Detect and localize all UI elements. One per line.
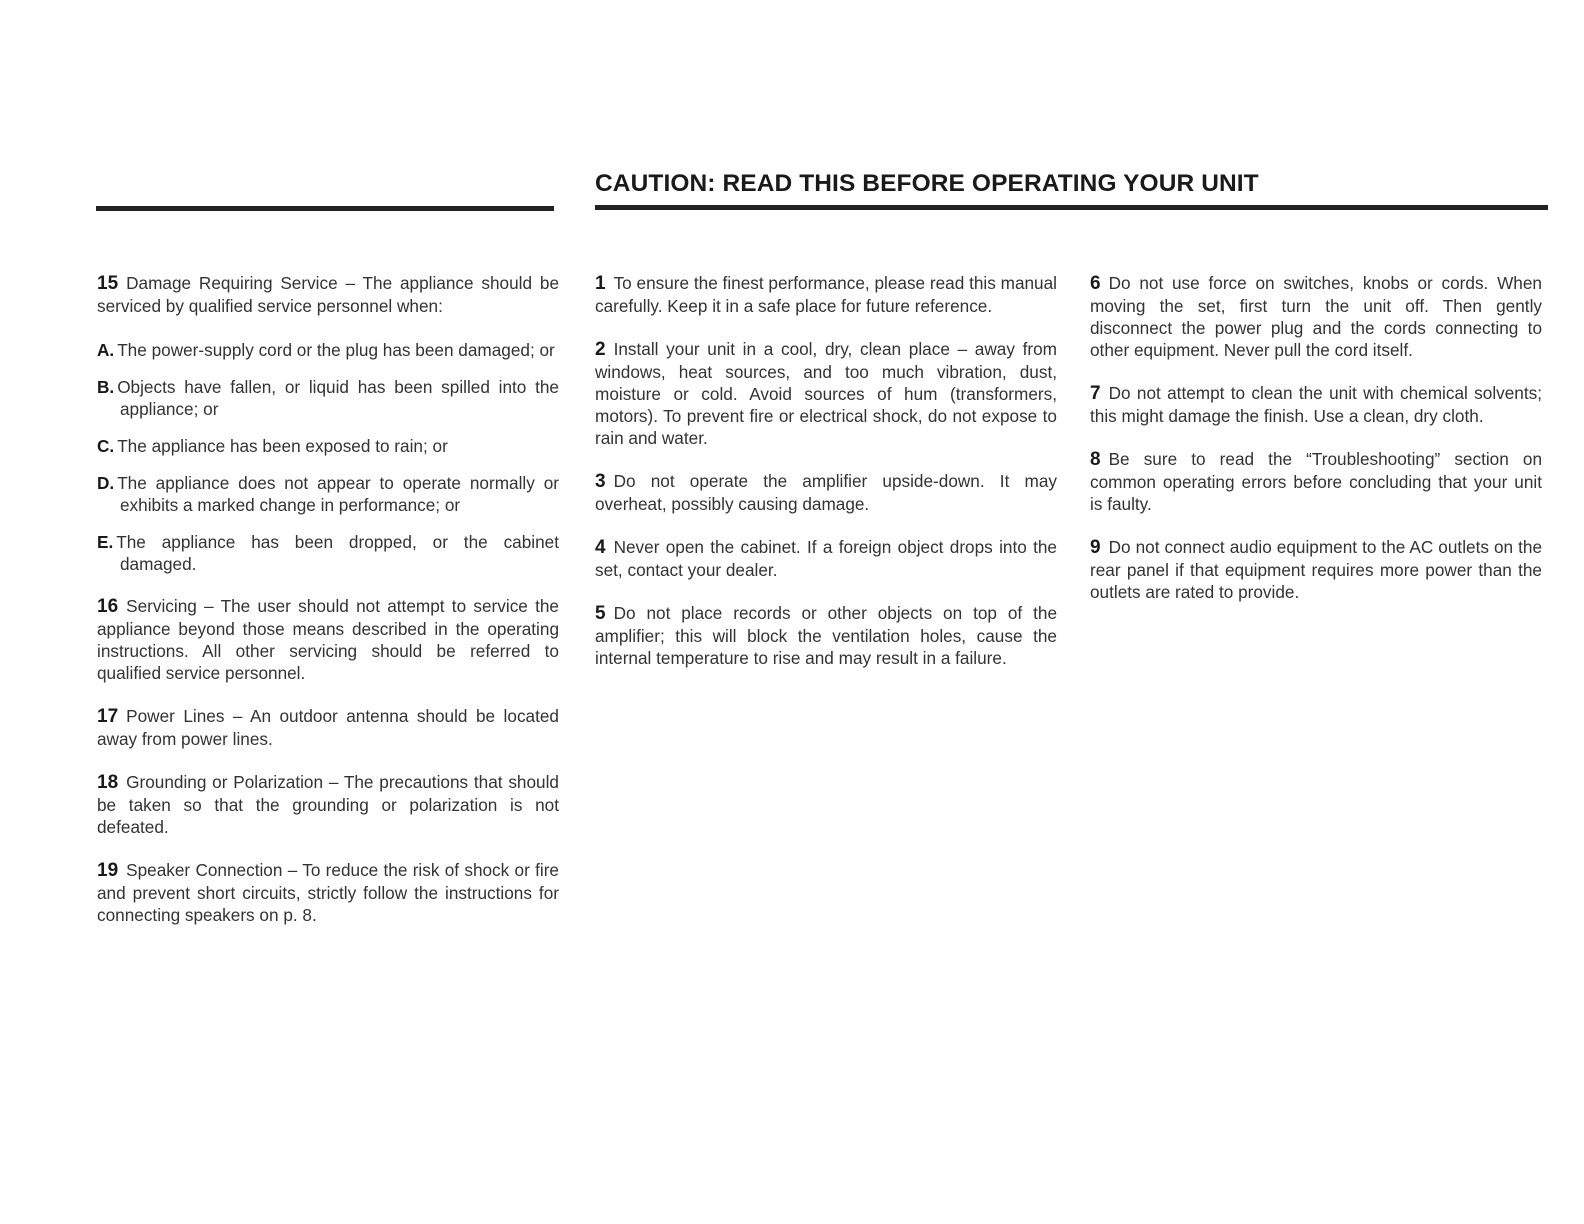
- item-text: Never open the cabinet. If a foreign object drops into the set, contact your dealer.: [595, 537, 1057, 580]
- item-19: [97, 859, 559, 926]
- subitem-d: [97, 472, 559, 516]
- item-7: [1090, 382, 1542, 427]
- item-number: 19: [97, 860, 119, 881]
- item-number: 4: [595, 537, 606, 558]
- item-text: Do not attempt to clean the unit with chemical solvents; this might damage the finish. Use a clean, dry cloth.: [1090, 383, 1542, 426]
- item-text: Do not operate the amplifier upside-down. It may overheat, possibly causing damage.: [595, 471, 1057, 514]
- item-text: Servicing – The user should not attempt to service the appliance beyond those means described in the operating instructions. All other servicing should be referred to qualified service personnel.: [97, 596, 559, 683]
- subitem-c: [97, 435, 559, 457]
- item-number: 9: [1090, 537, 1101, 558]
- item-number: 17: [97, 706, 119, 727]
- item-text: Do not connect audio equipment to the AC outlets on the rear panel if that equipment requires more power than the outlets are rated to provide.: [1090, 537, 1542, 602]
- item-1: [595, 272, 1057, 317]
- item-4: [595, 536, 1057, 581]
- item-9: [1090, 536, 1542, 603]
- item-number: 6: [1090, 273, 1101, 294]
- item-3: [595, 470, 1057, 515]
- item-16: [97, 595, 559, 684]
- subitem-text: The appliance has been exposed to rain; or: [117, 436, 448, 456]
- item-text: Install your unit in a cool, dry, clean place – away from windows, heat sources, and too much vibration, dust, moisture or cold. Avoid sources of hum (transformers, motors). To prevent fire or electrical shock, do not expose to rain and water.: [595, 339, 1057, 448]
- item-15: [97, 272, 559, 317]
- item-5: [595, 602, 1057, 669]
- item-number: 18: [97, 772, 119, 793]
- item-text: To ensure the finest performance, please read this manual carefully. Keep it in a safe place for future reference.: [595, 273, 1057, 316]
- item-number: 15: [97, 273, 119, 294]
- subitem-letter: A.: [97, 340, 115, 360]
- subitem-e: [97, 531, 559, 575]
- subitem-b: [97, 376, 559, 420]
- header-rule-left: [96, 206, 554, 211]
- item-text: Damage Requiring Service – The appliance should be serviced by qualified service personnel when:: [97, 273, 559, 316]
- middle-column: [595, 272, 1057, 669]
- item-6: [1090, 272, 1542, 361]
- subitem-text: The power-supply cord or the plug has been damaged; or: [117, 340, 555, 360]
- subitem-text: The appliance has been dropped, or the cabinet damaged.: [116, 532, 559, 574]
- subitem-letter: B.: [97, 377, 115, 397]
- page-title: CAUTION: READ THIS BEFORE OPERATING YOUR UNIT: [595, 170, 1259, 197]
- item-17: [97, 705, 559, 750]
- item-text: Grounding or Polarization – The precautions that should be taken so that the grounding or polarization is not defeated.: [97, 772, 559, 837]
- item-number: 16: [97, 596, 119, 617]
- item-number: 3: [595, 471, 606, 492]
- item-text: Power Lines – An outdoor antenna should be located away from power lines.: [97, 706, 559, 749]
- item-number: 1: [595, 273, 606, 294]
- subitem-text: Objects have fallen, or liquid has been spilled into the appliance; or: [117, 377, 559, 419]
- item-8: [1090, 448, 1542, 515]
- item-number: 8: [1090, 449, 1101, 470]
- item-text: Speaker Connection – To reduce the risk of shock or fire and prevent short circuits, strictly follow the instructions for connecting speakers on p. 8.: [97, 860, 559, 925]
- item-number: 7: [1090, 383, 1101, 404]
- item-number: 2: [595, 339, 606, 360]
- right-column: [1090, 272, 1542, 603]
- subitem-letter: E.: [97, 532, 114, 552]
- header-rule-right: [595, 205, 1548, 210]
- subitem-text: The appliance does not appear to operate normally or exhibits a marked change in performance; or: [117, 473, 559, 515]
- subitem-a: [97, 339, 559, 361]
- item-text: Do not place records or other objects on top of the amplifier; this will block the ventilation holes, cause the internal temperature to rise and may result in a failure.: [595, 603, 1057, 668]
- subitem-letter: D.: [97, 473, 115, 493]
- item-2: [595, 338, 1057, 449]
- item-text: Be sure to read the “Troubleshooting” section on common operating errors before concluding that your unit is faulty.: [1090, 449, 1542, 514]
- item-text: Do not use force on switches, knobs or cords. When moving the set, first turn the unit off. Then gently disconnect the power plug and the cords connecting to other equipment. Never pull the cord itself.: [1090, 273, 1542, 360]
- left-column: [97, 272, 559, 926]
- item-18: [97, 771, 559, 838]
- subitem-letter: C.: [97, 436, 115, 456]
- item-number: 5: [595, 603, 606, 624]
